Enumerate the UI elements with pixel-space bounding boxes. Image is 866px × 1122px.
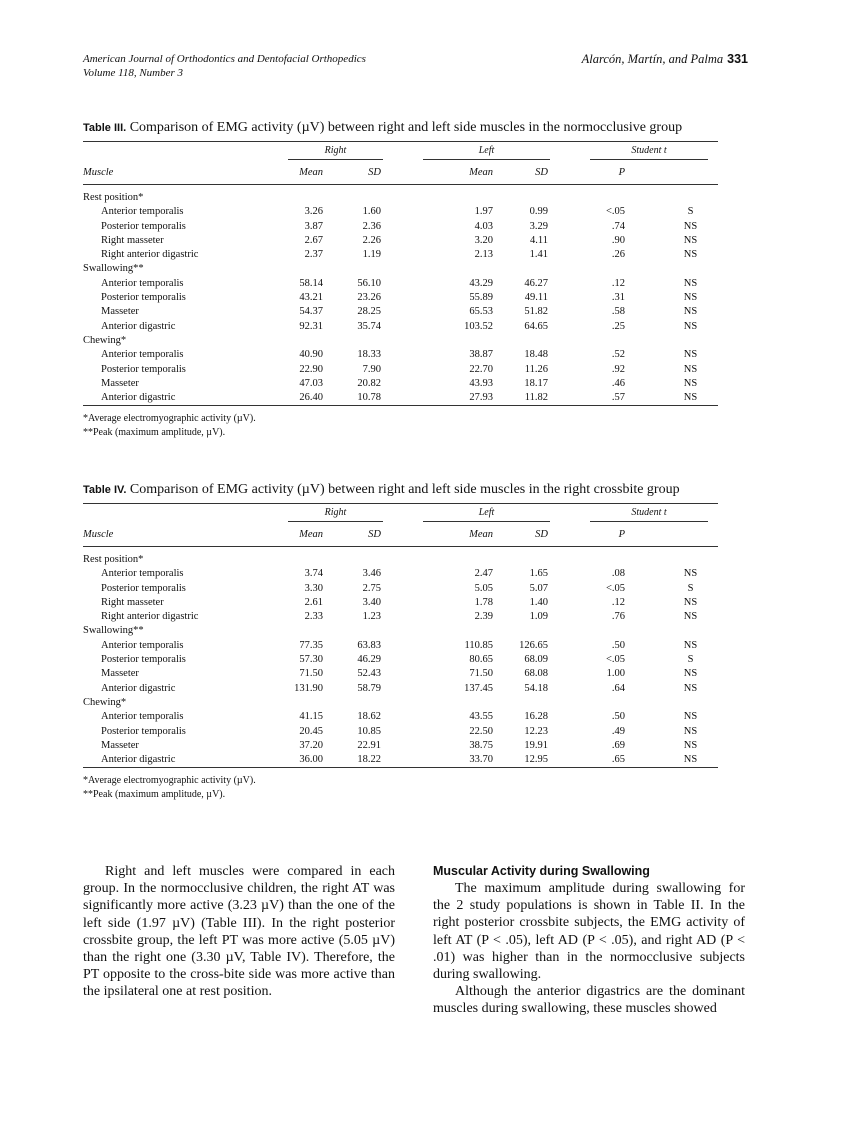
left-mean: 38.87	[469, 349, 494, 361]
left-mean: 55.89	[469, 292, 494, 304]
significance: NS	[635, 753, 718, 768]
muscle-name: Masseter	[101, 306, 139, 318]
muscle-name: Right anterior digastric	[101, 249, 199, 261]
table-row	[83, 653, 718, 667]
significance: NS	[683, 306, 698, 318]
muscle-name: Anterior digastric	[101, 682, 176, 694]
left-sd: 126.65	[519, 639, 549, 651]
left-sd: 19.91	[524, 739, 549, 751]
significance: NS	[683, 277, 698, 289]
muscle-name: Masseter	[101, 668, 139, 680]
right-mean: 20.45	[299, 725, 323, 737]
p-value: .26	[611, 249, 626, 261]
significance: NS	[683, 292, 698, 304]
left-sd: 49.11	[524, 292, 549, 304]
body-right-column	[433, 863, 745, 1018]
left-mean: 4.03	[474, 220, 494, 232]
table-row	[83, 739, 718, 753]
left-sd: 51.82	[524, 306, 549, 318]
significance: NS	[683, 611, 698, 623]
left-mean: 1.78	[474, 596, 494, 608]
table-row	[83, 248, 718, 262]
group-header-student-t: Student t	[590, 144, 708, 159]
significance: NS	[683, 711, 698, 723]
significance: NS	[683, 320, 698, 332]
p-value: 1.00	[606, 668, 626, 680]
right-sd: 2.75	[362, 582, 382, 594]
right-sd: 18.62	[357, 711, 382, 723]
left-sd: 1.65	[529, 568, 549, 580]
right-mean: 3.30	[304, 582, 323, 594]
right-mean: 3.87	[304, 220, 323, 232]
right-mean: 22.90	[299, 363, 323, 375]
p-value: .57	[560, 391, 635, 406]
p-value: <.05	[605, 654, 626, 666]
p-value: .74	[611, 220, 626, 232]
muscle-name: Anterior digastric	[83, 753, 258, 768]
significance: NS	[683, 249, 698, 261]
group-label: Rest position*	[83, 554, 144, 565]
left-sd: 0.99	[529, 206, 549, 218]
right-sd: 10.78	[323, 391, 393, 406]
table-row	[83, 682, 718, 696]
p-value: .90	[611, 234, 626, 246]
left-sd: 16.28	[524, 711, 549, 723]
muscle-name: Anterior digastric	[101, 320, 176, 332]
table-row	[83, 291, 718, 305]
table-row	[83, 639, 718, 653]
left-mean: 43.29	[469, 277, 494, 289]
body-left-column	[83, 863, 395, 1001]
left-mean: 5.05	[474, 582, 494, 594]
right-mean: 2.33	[304, 611, 323, 623]
left-mean: 65.53	[469, 306, 494, 318]
significance: NS	[683, 234, 698, 246]
muscle-name: Masseter	[101, 739, 139, 751]
muscle-name: Anterior temporalis	[101, 206, 184, 218]
right-sd: 20.82	[357, 377, 382, 389]
right-mean: 40.90	[299, 349, 323, 361]
group-label: Rest position*	[83, 192, 144, 203]
left-sd: 1.09	[529, 611, 549, 623]
right-mean: 92.31	[299, 320, 323, 332]
left-mean: 3.20	[474, 234, 494, 246]
col-header-sd: SD	[493, 162, 560, 185]
right-sd: 58.79	[357, 682, 382, 694]
left-sd: 68.08	[524, 668, 549, 680]
table-title	[83, 482, 718, 498]
group-header-left: Left	[423, 144, 550, 159]
left-mean: 80.65	[469, 654, 494, 666]
table-row	[83, 234, 718, 248]
muscle-name: Right masseter	[101, 234, 164, 246]
significance: S	[687, 582, 694, 594]
p-value: <.05	[605, 206, 626, 218]
left-sd: 64.65	[524, 320, 549, 332]
right-sd: 10.85	[357, 725, 382, 737]
table-caption: Comparison of EMG activity (µV) between right and left side muscles in the right crossbite group	[129, 482, 680, 497]
journal-name: American Journal of Orthodontics and Dentofacial Orthopedics	[83, 53, 366, 65]
p-value: .64	[611, 682, 626, 694]
p-value: .25	[611, 320, 626, 332]
right-mean: 37.20	[299, 739, 323, 751]
paragraph: The maximum amplitude during swallowing for the 2 study populations is shown in Table II. In the right posterior crossbite subjects, the EMG activity of left AT (P < .05), left AD (P < .05), and right AD (P < .01) was higher than in the normocclusive subjects during swallowing.	[433, 881, 745, 983]
muscle-name: Posterior temporalis	[101, 292, 186, 304]
footnote: **Peak (maximum amplitude, µV).	[83, 427, 226, 439]
p-value: .50	[611, 639, 626, 651]
p-value: .12	[611, 277, 626, 289]
left-mean: 2.13	[474, 249, 494, 261]
p-value: .69	[611, 739, 626, 751]
right-mean: 36.00	[258, 753, 323, 768]
page-number: 331	[727, 52, 748, 66]
volume-number: Volume 118, Number 3	[83, 67, 184, 79]
left-mean: 43.55	[469, 711, 494, 723]
right-mean: 77.35	[299, 639, 323, 651]
muscle-name: Posterior temporalis	[101, 725, 186, 737]
left-mean: 103.52	[464, 320, 494, 332]
muscle-name: Masseter	[101, 377, 139, 389]
left-sd: 12.23	[524, 725, 549, 737]
right-mean: 41.15	[299, 711, 323, 723]
table-row	[83, 596, 718, 610]
table-footnotes	[83, 774, 718, 802]
running-header-right	[582, 52, 748, 66]
significance: NS	[635, 391, 718, 406]
left-sd: 68.09	[524, 654, 549, 666]
muscle-name: Anterior temporalis	[101, 568, 184, 580]
table-row	[83, 320, 718, 334]
table-iv	[83, 482, 718, 802]
right-sd: 2.26	[362, 234, 382, 246]
significance: NS	[683, 220, 698, 232]
right-mean: 47.03	[299, 377, 323, 389]
table-row	[83, 348, 718, 362]
right-sd: 1.19	[362, 249, 382, 261]
significance: NS	[683, 639, 698, 651]
right-mean: 3.26	[304, 206, 323, 218]
col-header-p: P	[560, 162, 635, 185]
section-heading: Muscular Activity during Swallowing	[433, 864, 650, 878]
left-sd: 1.40	[529, 596, 549, 608]
table-row	[83, 377, 718, 391]
significance: S	[687, 206, 694, 218]
group-header-left: Left	[423, 506, 550, 521]
significance: NS	[683, 363, 698, 375]
table-row	[83, 205, 718, 219]
p-value: .52	[611, 349, 626, 361]
significance: NS	[683, 377, 698, 389]
right-mean: 131.90	[294, 682, 323, 694]
muscle-name: Anterior temporalis	[101, 639, 184, 651]
table-label: Table III.	[83, 122, 127, 134]
right-sd: 22.91	[357, 739, 382, 751]
right-mean: 26.40	[258, 391, 323, 406]
group-header-right: Right	[288, 506, 383, 521]
significance: NS	[683, 568, 698, 580]
col-header-mean: Mean	[393, 162, 493, 185]
table-row	[83, 391, 718, 406]
left-sd: 1.41	[529, 249, 549, 261]
right-mean: 58.14	[299, 277, 323, 289]
group-label: Chewing*	[83, 696, 127, 708]
table-row	[83, 725, 718, 739]
significance: NS	[683, 739, 698, 751]
table-row	[83, 582, 718, 596]
muscle-name: Right masseter	[101, 596, 164, 608]
table-footnotes	[83, 412, 718, 440]
right-sd: 18.22	[323, 753, 393, 768]
right-mean: 54.37	[299, 306, 323, 318]
group-label: Swallowing**	[83, 263, 144, 275]
left-mean: 33.70	[393, 753, 493, 768]
footnote: *Average electromyographic activity (µV).	[83, 413, 256, 425]
p-value: .50	[611, 711, 626, 723]
left-mean: 38.75	[469, 739, 494, 751]
table-row	[83, 567, 718, 581]
right-sd: 2.36	[362, 220, 382, 232]
col-header-p: P	[560, 524, 635, 547]
left-mean: 2.39	[474, 611, 494, 623]
left-sd: 11.82	[493, 391, 560, 406]
right-sd: 18.33	[357, 349, 382, 361]
muscle-name: Posterior temporalis	[101, 654, 186, 666]
left-sd: 5.07	[529, 582, 549, 594]
left-sd: 18.48	[524, 349, 549, 361]
right-sd: 3.46	[362, 568, 382, 580]
p-value: .12	[611, 596, 626, 608]
right-sd: 1.23	[362, 611, 382, 623]
significance: NS	[683, 668, 698, 680]
right-mean: 2.61	[304, 596, 323, 608]
left-mean: 1.97	[474, 206, 494, 218]
right-sd: 3.40	[362, 596, 382, 608]
table-caption: Comparison of EMG activity (µV) between right and left side muscles in the normocclusive group	[129, 120, 683, 135]
table-row	[83, 277, 718, 291]
group-label: Chewing*	[83, 334, 127, 346]
left-sd: 3.29	[529, 220, 549, 232]
right-sd: 56.10	[357, 277, 382, 289]
right-mean: 2.37	[304, 249, 323, 261]
right-sd: 28.25	[357, 306, 382, 318]
significance: NS	[683, 349, 698, 361]
muscle-name: Posterior temporalis	[101, 363, 186, 375]
muscle-name: Posterior temporalis	[101, 582, 186, 594]
left-sd: 18.17	[524, 377, 549, 389]
muscle-name: Anterior temporalis	[101, 711, 184, 723]
muscle-name: Posterior temporalis	[101, 220, 186, 232]
data-table	[83, 141, 718, 406]
right-mean: 43.21	[299, 292, 323, 304]
group-header-right: Right	[288, 144, 383, 159]
p-value: .65	[560, 753, 635, 768]
col-header-sd: SD	[323, 162, 393, 185]
right-mean: 71.50	[299, 668, 323, 680]
significance: S	[687, 654, 694, 666]
right-sd: 46.29	[357, 654, 382, 666]
group-header-student-t: Student t	[590, 506, 708, 521]
p-value: .92	[611, 363, 626, 375]
right-sd: 1.60	[362, 206, 382, 218]
right-mean: 3.74	[304, 568, 323, 580]
significance: NS	[683, 725, 698, 737]
paragraph: Although the anterior digastrics are the dominant muscles during swallowing, these muscles showed	[433, 984, 745, 1017]
col-header-sd: SD	[323, 524, 393, 547]
table-iii	[83, 120, 718, 440]
col-header-muscle: Muscle	[83, 162, 258, 185]
left-sd: 54.18	[524, 682, 549, 694]
col-header-mean: Mean	[393, 524, 493, 547]
significance: NS	[683, 682, 698, 694]
right-sd: 7.90	[362, 363, 382, 375]
left-mean: 137.45	[464, 682, 494, 694]
muscle-name: Anterior temporalis	[101, 349, 184, 361]
authors: Alarcón, Martín, and Palma	[581, 52, 724, 66]
paragraph: Right and left muscles were compared in each group. In the normocclusive children, the right AT was significantly more active (3.23 µV) than the one of the left side (1.97 µV) (Table III). In the right posterior crossbite group, the left PT was more active (5.05 µV) than the right one (3.30 µV, Table IV). Therefore, the PT opposite to the cross-bite side was more active than the ipsilateral one at rest position.	[83, 864, 395, 1000]
left-mean: 2.47	[474, 568, 494, 580]
left-sd: 4.11	[530, 234, 549, 246]
left-sd: 12.95	[493, 753, 560, 768]
right-mean: 57.30	[299, 654, 323, 666]
p-value: .76	[611, 611, 626, 623]
table-label: Table IV.	[83, 484, 127, 496]
col-header-mean: Mean	[258, 524, 323, 547]
table-row	[83, 610, 718, 624]
left-mean: 43.93	[469, 377, 494, 389]
p-value: .31	[611, 292, 626, 304]
left-mean: 27.93	[393, 391, 493, 406]
col-header-mean: Mean	[258, 162, 323, 185]
table-row	[83, 753, 718, 768]
left-mean: 22.50	[469, 725, 494, 737]
table-row	[83, 220, 718, 234]
table-row	[83, 305, 718, 319]
right-sd: 23.26	[357, 292, 382, 304]
muscle-name: Anterior digastric	[83, 391, 258, 406]
significance: NS	[683, 596, 698, 608]
col-header-muscle: Muscle	[83, 524, 258, 547]
group-label: Swallowing**	[83, 625, 144, 637]
left-mean: 71.50	[469, 668, 494, 680]
footnote: *Average electromyographic activity (µV).	[83, 775, 256, 787]
muscle-name: Right anterior digastric	[101, 611, 199, 623]
left-mean: 22.70	[469, 363, 494, 375]
left-sd: 46.27	[524, 277, 549, 289]
right-sd: 52.43	[357, 668, 382, 680]
p-value: .49	[611, 725, 626, 737]
p-value: <.05	[605, 582, 626, 594]
col-header-sd: SD	[493, 524, 560, 547]
p-value: .46	[611, 377, 626, 389]
table-title	[83, 120, 718, 136]
running-header-left	[83, 52, 366, 80]
table-row	[83, 667, 718, 681]
table-row	[83, 363, 718, 377]
right-sd: 63.83	[357, 639, 382, 651]
footnote: **Peak (maximum amplitude, µV).	[83, 789, 226, 801]
right-mean: 2.67	[304, 234, 323, 246]
p-value: .08	[611, 568, 626, 580]
right-sd: 35.74	[357, 320, 382, 332]
left-sd: 11.26	[524, 363, 549, 375]
data-table	[83, 503, 718, 768]
left-mean: 110.85	[464, 639, 494, 651]
p-value: .58	[611, 306, 626, 318]
table-row	[83, 710, 718, 724]
muscle-name: Anterior temporalis	[101, 277, 184, 289]
